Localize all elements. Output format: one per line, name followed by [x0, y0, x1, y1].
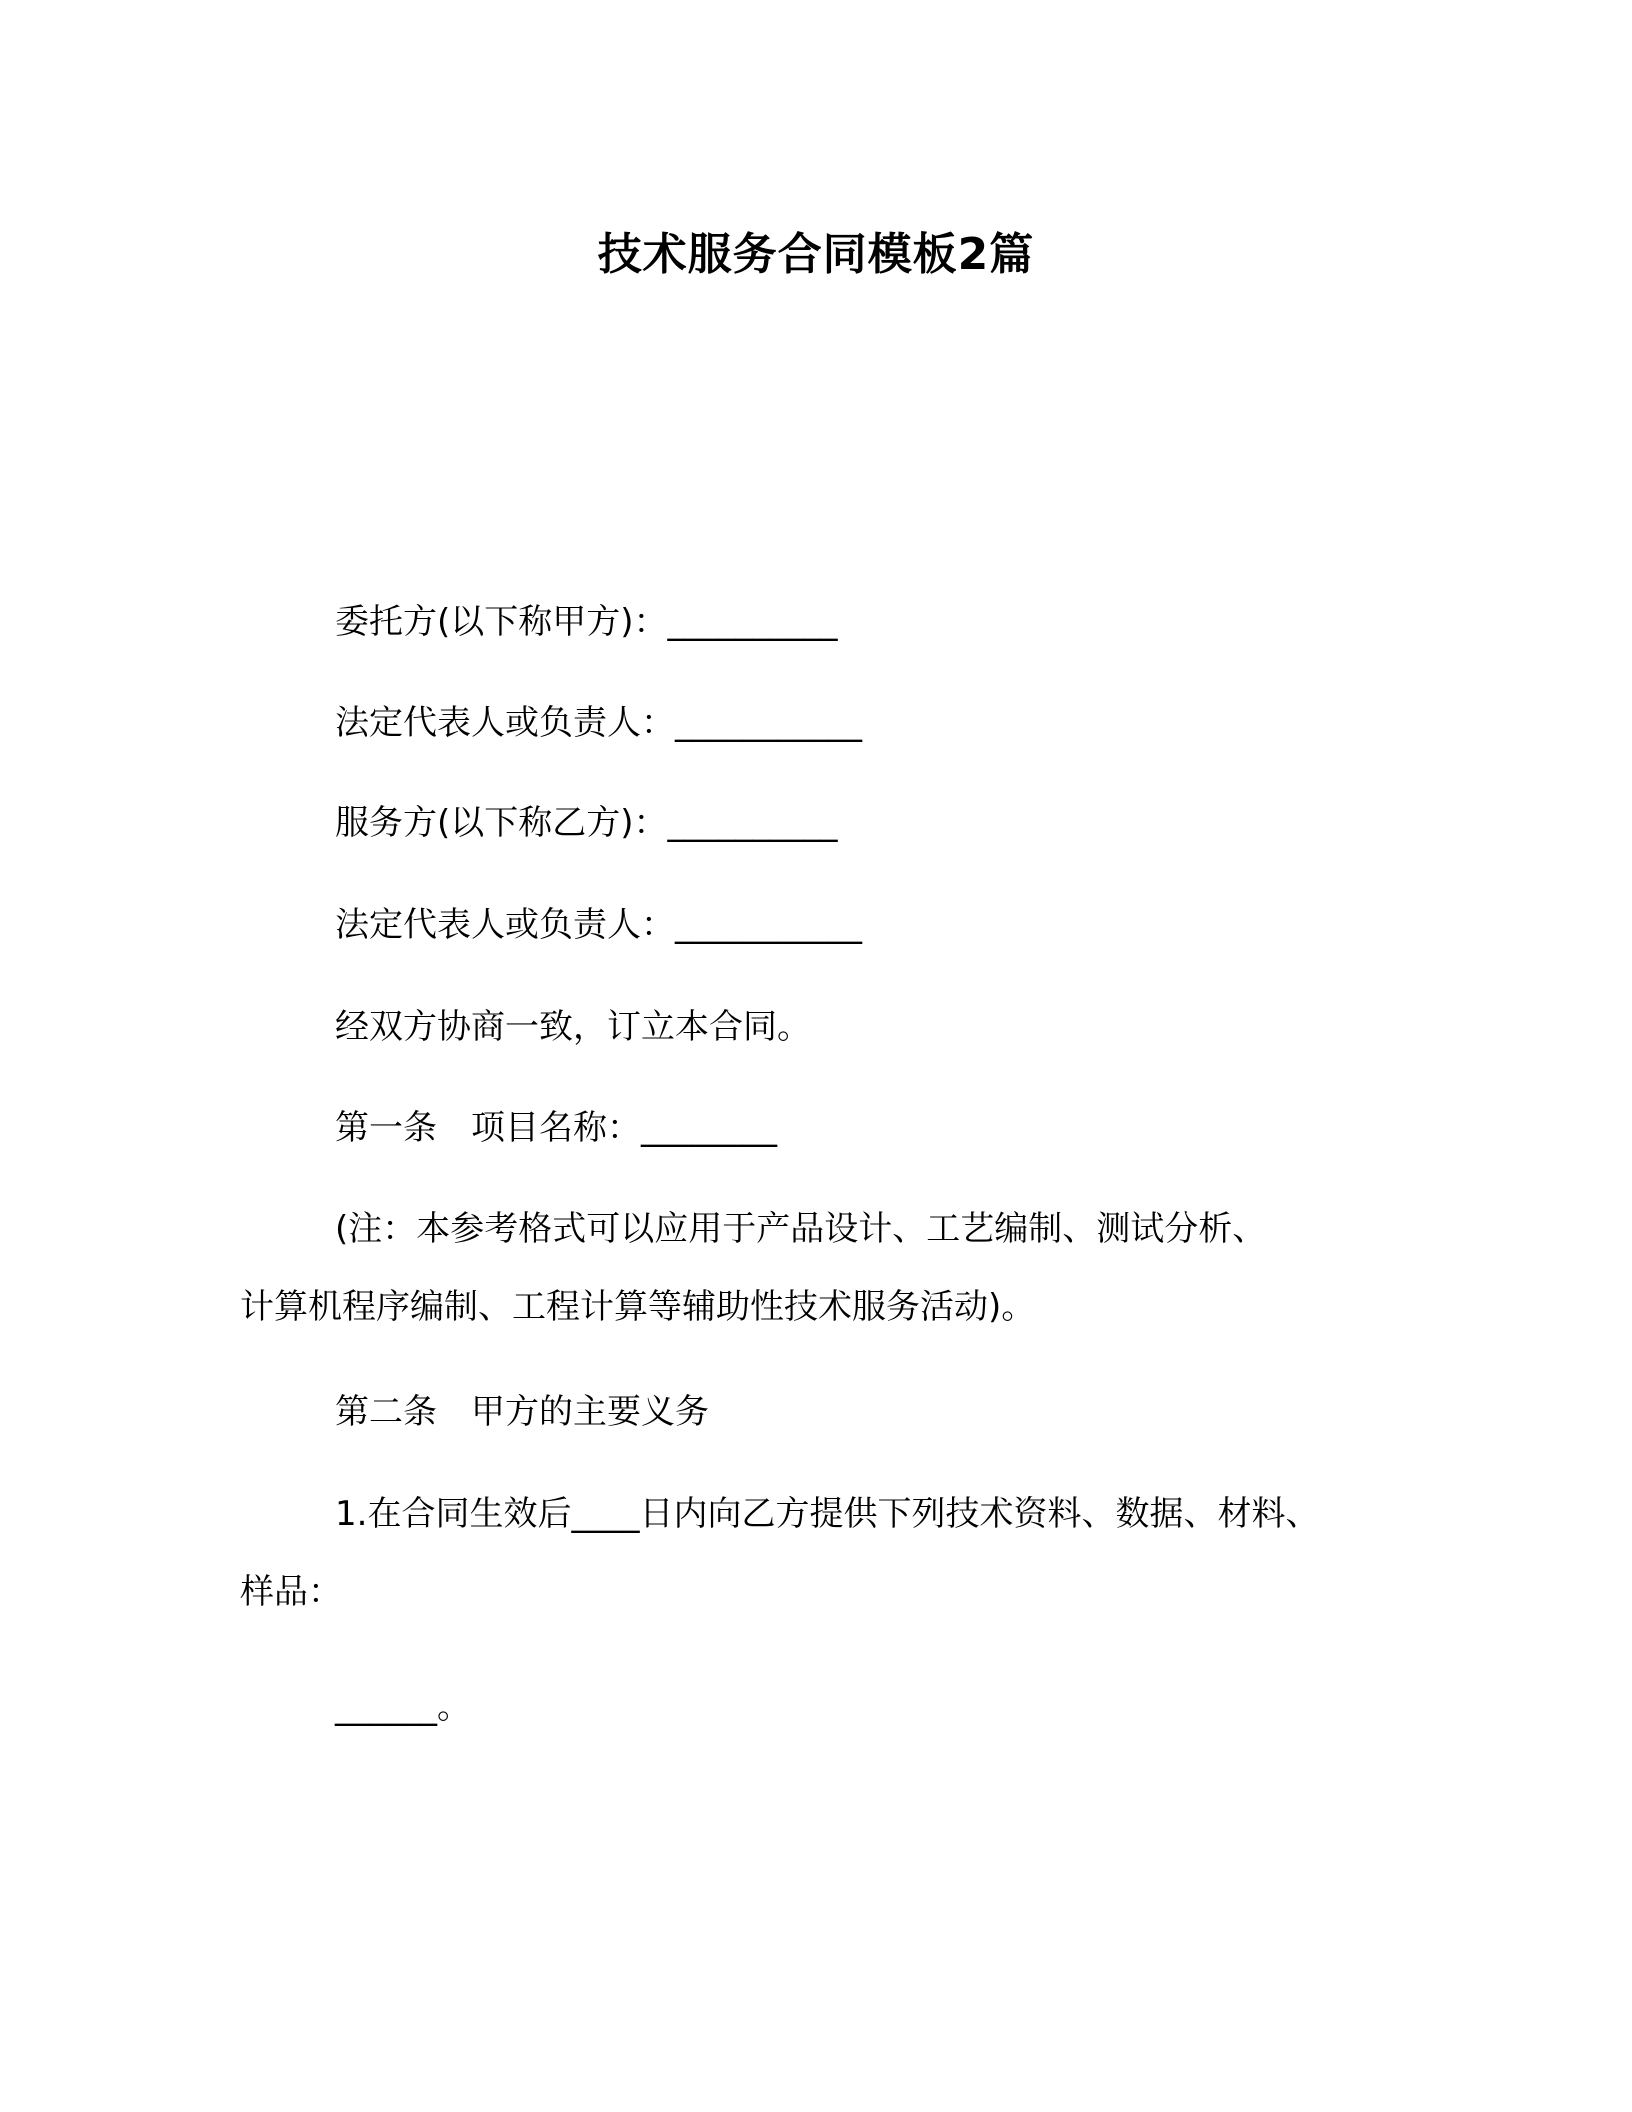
agreement-statement: 经双方协商一致，订立本合同。: [335, 1007, 811, 1047]
obligation-1-line-1: 1.在合同生效后____日内向乙方提供下列技术资料、数据、材料、: [335, 1494, 1320, 1534]
note-line-1: (注：本参考格式可以应用于产品设计、工艺编制、测试分析、: [335, 1209, 1267, 1249]
client-party-line: 委托方(以下称甲方)：__________: [335, 602, 838, 642]
service-party-line: 服务方(以下称乙方)：__________: [335, 803, 838, 843]
service-representative-line: 法定代表人或负责人：___________: [335, 905, 862, 945]
obligation-1-line-2: 样品：: [240, 1572, 342, 1612]
article-1-project-name: 第一条 项目名称：________: [335, 1108, 777, 1148]
document-title: 技术服务合同模板2篇: [597, 229, 1035, 280]
client-representative-line: 法定代表人或负责人：___________: [335, 703, 862, 743]
note-line-2: 计算机程序编制、工程计算等辅助性技术服务活动)。: [240, 1287, 1036, 1327]
article-2-heading: 第二条 甲方的主要义务: [335, 1392, 709, 1432]
blank-fill-line: ______。: [335, 1687, 471, 1727]
